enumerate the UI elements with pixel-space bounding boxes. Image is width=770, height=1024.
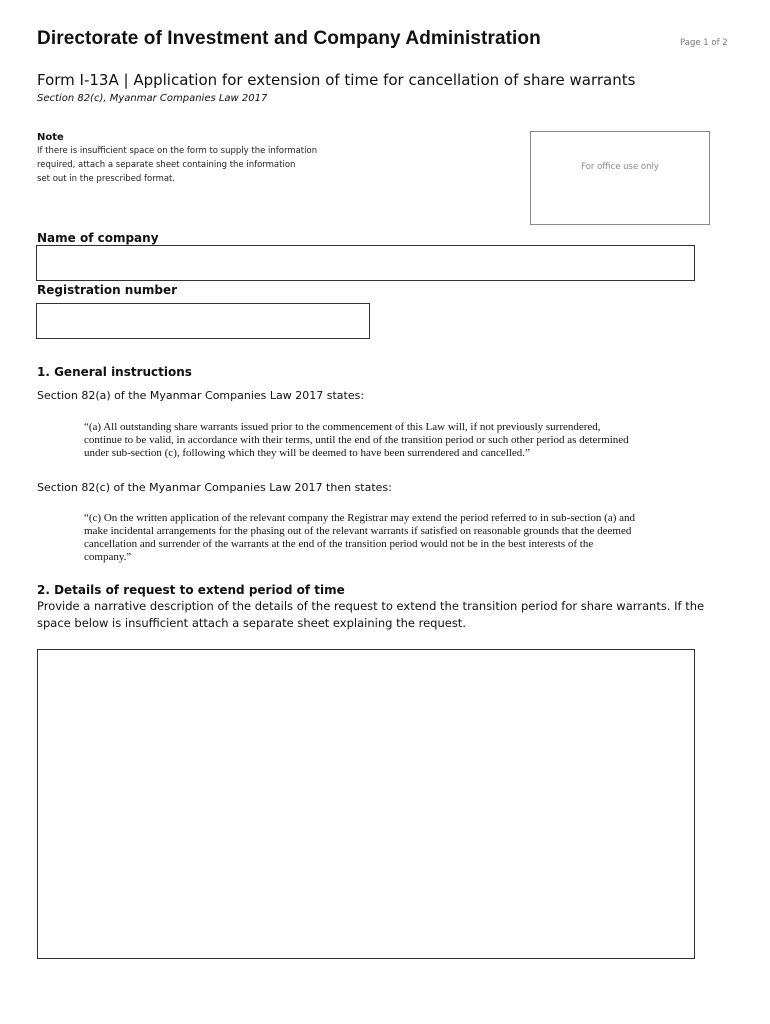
- section-2-paragraph-line: space below is insufficient attach a separate sheet explaining the request.: [37, 616, 466, 630]
- note-line: set out in the prescribed format.: [37, 174, 176, 184]
- quote-line: company.”: [84, 551, 132, 563]
- note-heading: Note: [37, 132, 64, 143]
- page-number: Page 1 of 2: [680, 38, 728, 48]
- quote-line: continue to be valid, in accordance with their terms, until the end of the transition period or such other period as determined: [84, 434, 629, 446]
- section-82c-intro: Section 82(c) of the Myanmar Companies Law 2017 then states:: [37, 481, 392, 494]
- quote-line: “(a) All outstanding share warrants issued prior to the commencement of this Law will, if not previously surrendered,: [84, 421, 601, 433]
- section-82c-quote: [84, 512, 734, 564]
- note-line: required, attach a separate sheet containing the information: [37, 160, 296, 170]
- quote-line: make incidental arrangements for the phasing out of the relevant warrants if satisfied on reasonable grounds that the deemed: [84, 525, 632, 537]
- section-82a-intro: Section 82(a) of the Myanmar Companies Law 2017 states:: [37, 389, 365, 402]
- form-subtitle: Section 82(c), Myanmar Companies Law 2017: [37, 93, 268, 104]
- company-name-label: Name of company: [37, 231, 159, 245]
- company-name-input[interactable]: [36, 245, 695, 281]
- section-2-heading: 2. Details of request to extend period of time: [37, 583, 345, 597]
- quote-line: under sub-section (c), following which they will be deemed to have been surrendered and cancelled.”: [84, 447, 530, 459]
- quote-line: cancellation and surrender of the warrants at the end of the transition period would not be in the best interests of the: [84, 538, 594, 550]
- quote-line: “(c) On the written application of the relevant company the Registrar may extend the period referred to in sub-section (a) and: [84, 512, 636, 524]
- organization-title: Directorate of Investment and Company Administration: [37, 28, 541, 49]
- form-title: Form I-13A | Application for extension of time for cancellation of share warrants: [37, 71, 636, 89]
- registration-number-input[interactable]: [36, 303, 370, 339]
- request-narrative-textarea[interactable]: [37, 649, 695, 959]
- section-82a-quote: [84, 421, 734, 460]
- note-line: If there is insufficient space on the form to supply the information: [37, 146, 318, 156]
- office-use-box: [530, 131, 710, 225]
- section-1-heading: 1. General instructions: [37, 365, 192, 379]
- office-use-label: For office use only: [581, 162, 659, 172]
- registration-number-label: Registration number: [37, 283, 178, 297]
- section-2-paragraph-line: Provide a narrative description of the details of the request to extend the transition period for share warrants. If the: [37, 599, 705, 613]
